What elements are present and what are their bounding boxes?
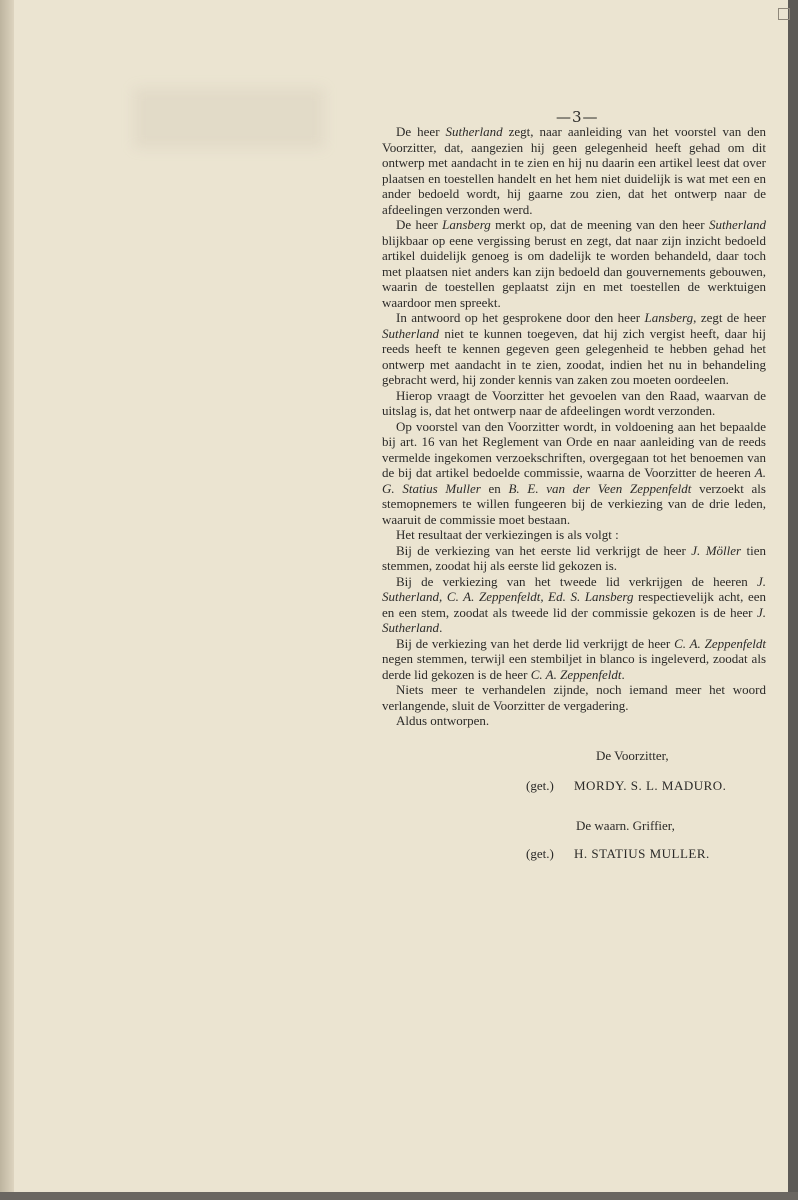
text-run: Hierop vraagt de Voorzitter het gevoelen van den Raad, waarvan de uitslag is, dat het ontwerp naar de afdeelingen wordt verzonden.	[382, 387, 766, 418]
paragraph	[382, 310, 766, 388]
scan-right-edge	[788, 0, 798, 1200]
scan-left-edge	[0, 0, 14, 1200]
italic-name: Sutherland	[382, 325, 440, 341]
chair-prefix: (get.)	[526, 778, 554, 793]
text-run: tien stemmen, zoodat hij als eerste lid gekozen is.	[382, 542, 767, 573]
text-run: Niets meer te verhandelen zijnde, noch iemand meer het woord verlangende, sluit de Voorzitter de vergadering.	[382, 682, 766, 713]
clerk-prefix: (get.)	[526, 846, 554, 861]
scan-bottom-edge	[0, 1192, 798, 1200]
text-run: Bij de verkiezing van het eerste lid verkrijgt de heer	[396, 542, 692, 558]
italic-name: J. Möller	[691, 542, 742, 558]
clerk-role: De waarn. Griffier,	[576, 818, 675, 833]
minutes-body	[382, 124, 766, 729]
paragraph	[382, 636, 766, 683]
italic-name: Sutherland	[708, 217, 766, 232]
clerk-name: H. STATIUS MULLER.	[574, 846, 710, 861]
clerk-signature	[526, 846, 710, 862]
paragraph	[382, 124, 766, 217]
chair-signature	[526, 778, 726, 794]
text-run: niet te kunnen toegeven, dat hij zich vergist heeft, daar hij reeds heeft te kennen gegeven geen gelegenheid te hebben gehad het ontwerp met aandacht in te zien, zoodat, indien het nu in behandeling gebracht werd, hij zonder kennis van zaken zou moeten oordeelen.	[382, 325, 766, 387]
text-run: Aldus ontworpen.	[396, 713, 490, 728]
italic-name: A. G. Statius Muller	[382, 465, 766, 496]
text-run: verzoekt als stemopnemers te willen fungeeren bij de verkiezing van de drie leden, waaruit de commissie moet bestaan.	[382, 480, 766, 527]
italic-name: J. Sutherland, C. A. Zeppenfeldt, Ed. S. Lansberg	[382, 573, 766, 604]
paragraph	[382, 574, 766, 636]
text-run: .	[439, 620, 443, 635]
italic-name: J. Sutherland	[382, 604, 766, 635]
italic-name: C. A. Zeppenfeldt	[674, 635, 766, 651]
text-run: respectievelijk acht, een en een stem, zoodat als tweede lid der commissie gekozen is de heer	[382, 589, 766, 620]
text-run: zegt, naar aanleiding van het voorstel van den Voorzitter, dat, aangezien hij geen gelegenheid heeft gehad om dit ontwerp met aandacht in te zien en hij nu daarin een artikel leest dat over plaatsen en toestellen handelt en het hem niet duidelijk is wat met een en ander bedoeld wordt, hij gaarne zou zien, dat het ontwerp naar de afdeelingen verzonden werd.	[382, 124, 766, 217]
text-run: en	[480, 480, 509, 496]
italic-name: Lansberg	[442, 217, 491, 232]
text-run: Op voorstel van den Voorzitter wordt, in voldoening aan het bepaalde bij art. 16 van het Reglement van Orde en naar aanleiding van de reeds vermelde ingekomen verzoekschriften, overgegaan tot het benoemen van de bij dat artikel bedoelde commissie, waarna de Voorzitter de heeren	[382, 418, 766, 480]
text-run: Bij de verkiezing van het tweede lid verkrijgen de heeren	[396, 573, 757, 589]
text-run: In antwoord op het gesprokene door den heer	[396, 310, 645, 325]
chair-role: De Voorzitter,	[596, 748, 669, 763]
text-run: blijkbaar op eene vergissing berust en zegt, dat naar zijn inzicht bedoeld artikel duidelijk genoeg is om dadelijk te worden behandeld, daar toch met plaatsen niet anders kan zijn bedoeld dan gouvernements gebouwen, waarin de toestellen geplaatst zijn en met toestellen de werktuigen waardoor men spreekt.	[382, 232, 766, 310]
text-run: merkt op, dat de meening van den heer	[490, 217, 709, 232]
corner-mark	[778, 8, 790, 20]
paragraph	[382, 388, 766, 419]
paragraph	[382, 217, 766, 310]
text-run: , zegt de heer	[693, 310, 766, 325]
italic-name: Sutherland	[445, 124, 503, 139]
page-number: —3—	[556, 108, 599, 126]
paragraph	[382, 713, 766, 729]
italic-name: Lansberg	[644, 310, 694, 325]
text-run: De heer	[396, 124, 446, 139]
italic-name: B. E. van der Veen Zeppenfeldt	[508, 480, 692, 496]
document-page	[14, 0, 788, 1192]
text-run: Bij de verkiezing van het derde lid verkrijgt de heer	[396, 635, 675, 651]
text-run: Het resultaat der verkiezingen is als volgt :	[396, 527, 619, 542]
text-run: De heer	[396, 217, 443, 232]
paragraph	[382, 419, 766, 528]
paragraph	[382, 527, 766, 543]
chair-name: MORDY. S. L. MADURO.	[574, 778, 727, 793]
bleed-through-mark	[134, 88, 324, 148]
text-run: .	[621, 666, 625, 682]
paragraph	[382, 543, 766, 574]
text-run: negen stemmen, terwijl een stembiljet in blanco is ingeleverd, zoodat als derde lid gekozen is de heer	[382, 651, 766, 682]
italic-name: C. A. Zeppenfeldt	[530, 666, 622, 682]
paragraph	[382, 682, 766, 713]
